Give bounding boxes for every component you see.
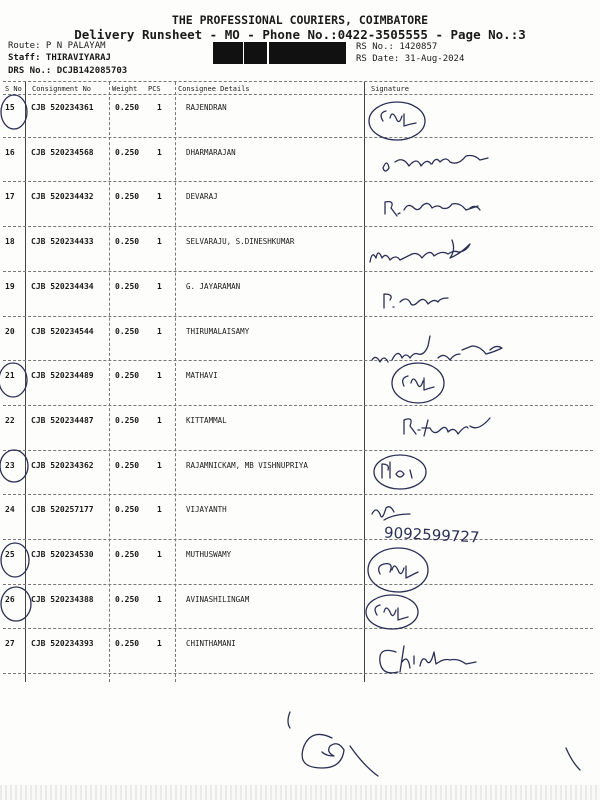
row-consignee: CHINTHAMANI	[186, 639, 236, 649]
torn-paper-edge	[0, 785, 600, 800]
row-consignment-number: CJB 520234388	[31, 594, 94, 604]
row-pcs: 1	[157, 460, 162, 470]
row-sno: 15	[5, 103, 15, 112]
signature-22	[404, 418, 490, 436]
row-sno: 24	[5, 505, 15, 515]
row-consignee: MATHAVI	[186, 371, 218, 381]
route-label: Route: P N PALAYAM	[8, 41, 106, 51]
row-consignment-number: CJB 520234362	[31, 460, 94, 470]
row-consignment-number: CJB 520234544	[31, 326, 94, 336]
row-weight: 0.250	[115, 103, 140, 112]
row-pcs: 1	[157, 371, 162, 381]
row-consignee: SELVARAJU, S.DINESHKUMAR	[186, 237, 295, 247]
row-pcs: 1	[157, 415, 162, 425]
row-weight: 0.250	[115, 594, 140, 604]
bottom-scribble	[302, 734, 344, 768]
row-consignee: G. JAYARAMAN	[186, 281, 241, 291]
column-header-signature: Signature	[371, 85, 409, 93]
handwritten-phone-number: 9092599727	[383, 523, 480, 547]
row-consignment-number: CJB 520234432	[31, 192, 94, 202]
row-consignment-number: CJB 520234489	[31, 371, 94, 381]
row-sno: 21	[5, 371, 15, 381]
bottom-scribble	[566, 748, 580, 770]
row-consignment-number: CJB 520234434	[31, 281, 94, 291]
row-consignee: DHARMARAJAN	[186, 147, 236, 157]
signature-18	[370, 240, 470, 262]
row-pcs: 1	[157, 594, 162, 604]
row-consignee: RAJAMNICKAM, MB VISHNUPRIYA	[186, 460, 308, 470]
row-weight: 0.250	[115, 237, 140, 247]
row-consignment-number: CJB 520234361	[31, 103, 94, 112]
row-sno: 19	[5, 281, 15, 291]
row-pcs: 1	[157, 281, 162, 291]
signature-26-stamp	[1, 587, 418, 629]
column-header-weight: Weight	[112, 85, 138, 93]
staff-label: Staff: THIRAVIYARAJ	[8, 53, 111, 63]
row-weight: 0.250	[115, 192, 140, 202]
row-sno: 25	[5, 550, 15, 559]
signature-19	[384, 294, 448, 308]
rs-date: RS Date: 31-Aug-2024	[356, 54, 465, 64]
row-consignment-number: CJB 520234393	[31, 639, 94, 649]
row-consignee: THIRUMALAISAMY	[186, 326, 250, 336]
row-pcs: 1	[157, 103, 162, 112]
row-weight: 0.250	[115, 505, 140, 515]
row-weight: 0.250	[115, 281, 140, 291]
row-weight: 0.250	[115, 326, 140, 336]
row-consignment-number: CJB 520257177	[31, 505, 94, 515]
signature-23-stamp	[0, 450, 426, 489]
row-sno: 22	[5, 415, 15, 425]
signature-25-stamp	[1, 543, 428, 592]
row-consignee: AVINASHILINGAM	[186, 594, 250, 604]
signature-17	[385, 202, 480, 216]
column-header-consignment: Consignment No	[32, 85, 92, 93]
company-name: THE PROFESSIONAL COURIERS, COIMBATORE	[171, 13, 429, 27]
row-consignee: VIJAYANTH	[186, 505, 227, 515]
signature-15-stamp	[1, 95, 425, 140]
signature-24	[372, 507, 410, 520]
row-sno: 20	[5, 326, 15, 336]
row-sno: 23	[5, 460, 15, 470]
signature-16	[383, 156, 488, 172]
row-sno: 27	[5, 639, 15, 649]
row-weight: 0.250	[115, 147, 140, 157]
row-pcs: 1	[157, 192, 162, 202]
row-weight: 0.250	[115, 371, 140, 381]
signature-20	[372, 336, 502, 362]
row-consignee: MUTHUSWAMY	[186, 550, 232, 559]
row-consignee: RAJENDRAN	[186, 103, 227, 112]
row-weight: 0.250	[115, 639, 140, 649]
row-consignment-number: CJB 520234433	[31, 237, 94, 247]
column-header-pcs: PCS	[148, 85, 161, 93]
rs-number: RS No.: 1420857	[356, 42, 438, 52]
row-sno: 26	[5, 594, 15, 604]
signature-27	[380, 646, 476, 673]
row-weight: 0.250	[115, 460, 140, 470]
row-pcs: 1	[157, 639, 162, 649]
signature-21-stamp	[0, 363, 444, 403]
runsheet-subtitle: Delivery Runsheet - MO - Phone No.:0422-3505555 - Page No.:3	[74, 27, 526, 42]
row-consignment-number: CJB 520234568	[31, 147, 94, 157]
row-pcs: 1	[157, 505, 162, 515]
drs-number: DRS No.: DCJB142085703	[8, 66, 128, 76]
row-consignee: DEVARAJ	[186, 192, 218, 202]
row-consignment-number: CJB 520234487	[31, 415, 94, 425]
row-pcs: 1	[157, 550, 162, 559]
row-sno: 16	[5, 147, 15, 157]
row-pcs: 1	[157, 326, 162, 336]
row-pcs: 1	[157, 147, 162, 157]
row-sno: 17	[5, 192, 15, 202]
row-weight: 0.250	[115, 550, 140, 559]
row-pcs: 1	[157, 237, 162, 247]
row-weight: 0.250	[115, 415, 140, 425]
column-header-consignee: Consignee Details	[178, 85, 250, 93]
column-header-sno: S No	[5, 85, 22, 93]
row-consignee: KITTAMMAL	[186, 415, 227, 425]
row-consignment-number: CJB 520234530	[31, 550, 94, 559]
row-sno: 18	[5, 237, 15, 247]
